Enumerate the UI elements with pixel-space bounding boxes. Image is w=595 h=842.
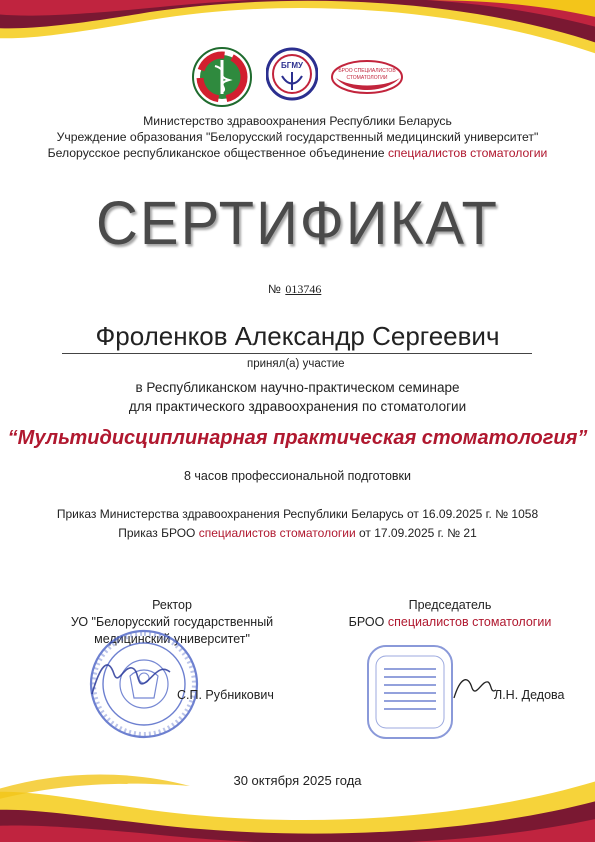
- bgmu-emblem-logo: [266, 44, 318, 104]
- participation-note: принял(а) участие: [247, 358, 345, 370]
- name-underline: [62, 353, 532, 354]
- broo-dental-logo: [330, 58, 405, 96]
- right-signatory-block: [335, 597, 565, 631]
- rector-role: Ректор: [152, 598, 192, 612]
- rector-signature: [88, 646, 188, 706]
- chair-org: [335, 614, 565, 631]
- svg-text:БРОО СПЕЦИАЛИСТОВ: БРОО СПЕЦИАЛИСТОВ: [338, 68, 396, 74]
- svg-text:СТОМАТОЛОГИИ: СТОМАТОЛОГИИ: [346, 75, 388, 81]
- chair-name: Л.Н. Дедова: [494, 688, 565, 702]
- number-label: №: [268, 282, 281, 296]
- chair-role: Председатель: [408, 598, 492, 612]
- header-association: [0, 145, 595, 161]
- number-value: 013746: [285, 282, 322, 296]
- header-ministry: Министерство здравоохранения Республики Беларусь: [143, 114, 452, 128]
- chair-org-plain: БРОО: [348, 615, 388, 629]
- order-broo-b: от 17.09.2025 г. № 21: [355, 526, 477, 540]
- order-broo: [0, 524, 595, 543]
- event-line-2: для практического здравоохранения по стоматологии: [128, 399, 467, 414]
- bsmu-caduceus-logo: [191, 46, 253, 108]
- recipient-name: Фроленков Александр Сергеевич: [95, 321, 500, 351]
- order-ministry: Приказ Министерства здравоохранения Республики Беларусь от 16.09.2025 г. № 1058: [56, 507, 539, 521]
- association-stamp: [362, 640, 458, 744]
- seminar-name: “Мультидисциплинарная практическая стоматология”: [7, 427, 588, 449]
- certificate-title: СЕРТИФИКАТ: [96, 189, 499, 258]
- header-association-accent: специалистов стоматологии: [387, 146, 548, 160]
- rector-name: С.П. Рубникович: [177, 688, 274, 702]
- header-university: Учреждение образования "Белорусский государственный медицинский университет": [56, 130, 539, 144]
- svg-text:БГМУ: БГМУ: [281, 61, 303, 70]
- order-broo-a: Приказ БРОО: [118, 526, 199, 540]
- rector-org-line-2: медицинский университет": [94, 632, 250, 646]
- rector-org-line-1: УО "Белорусский государственный: [70, 615, 274, 629]
- certificate-number: [268, 280, 321, 298]
- issue-date: 30 октября 2025 года: [233, 773, 362, 788]
- chair-signature: [450, 668, 500, 704]
- order-broo-accent: специалистов стоматологии: [198, 526, 356, 540]
- event-line-1: в Республиканском научно-практическом семинаре: [135, 380, 460, 395]
- chair-org-accent: специалистов стоматологии: [387, 615, 552, 629]
- training-hours: 8 часов профессиональной подготовки: [184, 469, 411, 483]
- header-association-plain: Белорусское республиканское общественное объединение: [47, 146, 388, 160]
